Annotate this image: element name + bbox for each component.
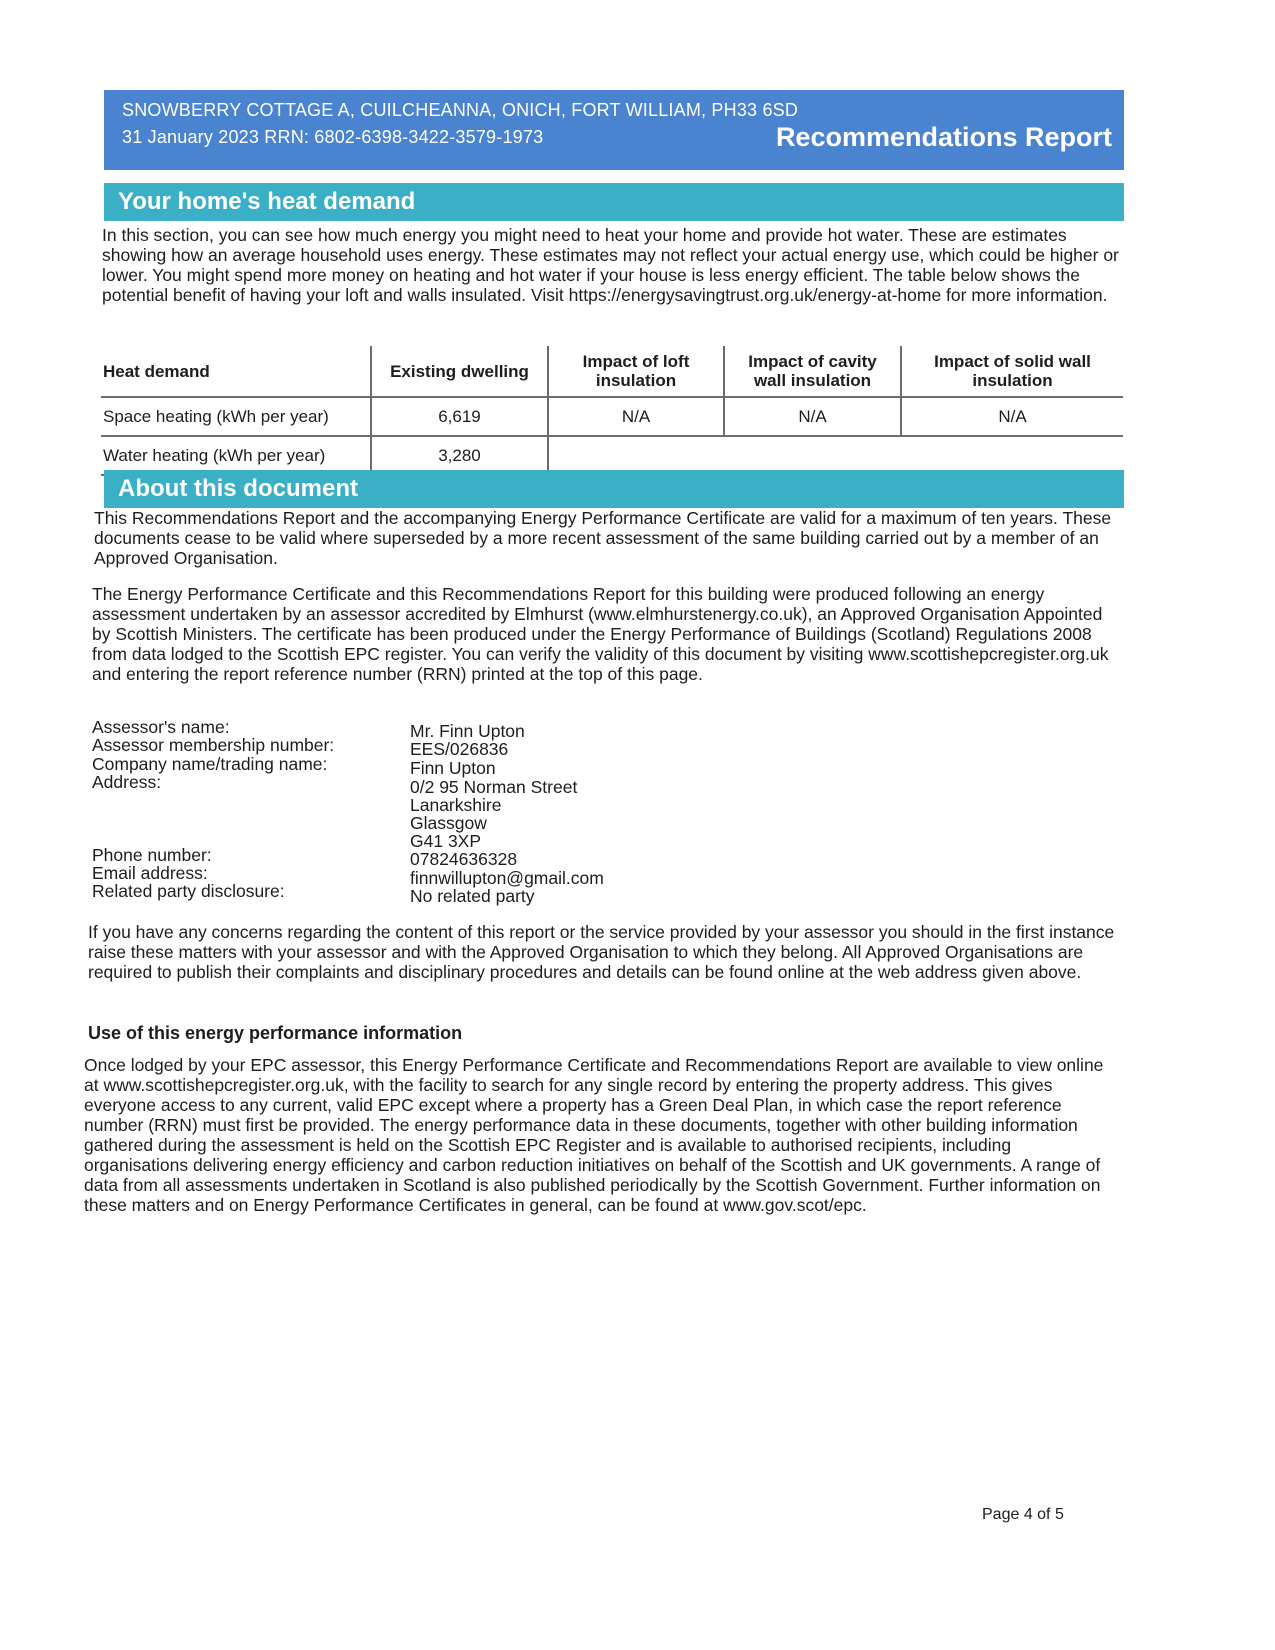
address-label: Address: [92, 772, 162, 792]
row-label: Water heating (kWh per year) [101, 436, 371, 475]
use-info-paragraph: Once lodged by your EPC assessor, this Energy Performance Certificate and Recommendations Report are available to view online at www.scottishepcregister.org.uk, with the facility to search for any single record by entering the property address. This gives everyone access to any current, valid EPC except where a property has a Green Deal Plan, in which case the report reference number (RRN) must first be provided. The energy performance data in these documents, together with other building information gathered during the assessment is held on the Scottish EPC Register and is available to authorised recipients, including organisations delivering energy efficiency and carbon reduction initiatives on behalf of the Scottish and UK governments. A range of data from all assessments undertaken in Scotland is also published periodically by the Scottish Government. Further information on these matters and on Energy Performance Certificates in general, can be found at www.gov.scot/epc. [84, 1055, 1104, 1215]
address-line: Lanarkshire [410, 795, 502, 815]
column-header: Existing dwelling [371, 346, 548, 397]
column-header: Impact of solid wall insulation [901, 346, 1123, 397]
phone-label: Phone number: [92, 845, 212, 865]
validity-paragraph: This Recommendations Report and the accompanying Energy Performance Certificate are valid for a maximum of ten years. These documents cease to be valid where superseded by a more recent assessment of the same building carried out by a member of an Approved Organisation. [94, 508, 1112, 568]
assessor-name: Mr. Finn Upton [410, 721, 525, 741]
table-cell: N/A [724, 397, 901, 436]
heat-demand-section-header [104, 183, 1124, 221]
column-header: Impact of loft insulation [548, 346, 724, 397]
column-header: Impact of cavity wall insulation [724, 346, 901, 397]
about-heading: About this document [118, 475, 358, 502]
address-line: Glassgow [410, 813, 487, 833]
date-and-rrn: 31 January 2023 RRN: 6802-6398-3422-3579-1973 [122, 127, 544, 147]
report-header [104, 90, 1124, 170]
membership-number: EES/026836 [410, 739, 509, 759]
report-title: Recommendations Report [775, 122, 1112, 152]
email-address: finnwillupton@gmail.com [410, 868, 604, 888]
about-section-header [104, 470, 1124, 508]
email-label: Email address: [92, 863, 208, 883]
table-cell: 6,619 [371, 397, 548, 436]
heat-demand-intro: In this section, you can see how much energy you might need to heat your home and provide hot water. These are estimates showing how an average household uses energy. These estimates may not reflect your actual energy use, which could be higher or lower. You might spend more money on heating and hot water if your house is less energy efficient. The table below shows the potential benefit of having your loft and walls insulated. Visit https://energysavingtrust.org.uk/energy-at-home for more information. [102, 225, 1119, 305]
company-label: Company name/trading name: [92, 754, 328, 774]
assessor-name-label: Assessor's name: [92, 717, 230, 737]
row-label: Space heating (kWh per year) [101, 397, 371, 436]
table-row [101, 397, 1123, 436]
concerns-paragraph: If you have any concerns regarding the content of this report or the service provided by your assessor you should in the first instance raise these matters with your assessor and with the Approved Organisation to which they belong. All Approved Organisations are required to publish their complaints and disciplinary procedures and details can be found online at the web address given above. [88, 922, 1115, 982]
phone-number: 07824636328 [410, 849, 518, 869]
table-cell: 3,280 [371, 436, 548, 475]
address-line: 0/2 95 Norman Street [410, 777, 578, 797]
heat-demand-heading: Your home's heat demand [118, 188, 416, 215]
use-info-heading: Use of this energy performance information [88, 1023, 463, 1043]
related-party-disclosure: No related party [410, 886, 535, 906]
table-header-row [101, 346, 1123, 397]
company-name: Finn Upton [410, 758, 496, 778]
heat-demand-table [101, 346, 1123, 476]
membership-label: Assessor membership number: [92, 735, 335, 755]
address-line: G41 3XP [410, 831, 482, 851]
assessment-paragraph: The Energy Performance Certificate and this Recommendations Report for this building were produced following an energy assessment undertaken by an assessor accredited by Elmhurst (www.elmhurstenergy.co.uk), an Approved Organisation Appointed by Scottish Ministers. The certificate has been produced under the Energy Performance of Buildings (Scotland) Regulations 2008 from data lodged to the Scottish EPC register. You can verify the validity of this document by visiting www.scottishepcregister.org.uk and entering the report reference number (RRN) printed at the top of this page. [92, 584, 1109, 684]
column-header: Heat demand [101, 346, 371, 397]
table-cell: N/A [901, 397, 1123, 436]
property-address: SNOWBERRY COTTAGE A, CUILCHEANNA, ONICH, FORT WILLIAM, PH33 6SD [122, 100, 799, 120]
related-party-label: Related party disclosure: [92, 881, 285, 901]
page-number: Page 4 of 5 [982, 1506, 1064, 1523]
table-cell: N/A [548, 397, 724, 436]
